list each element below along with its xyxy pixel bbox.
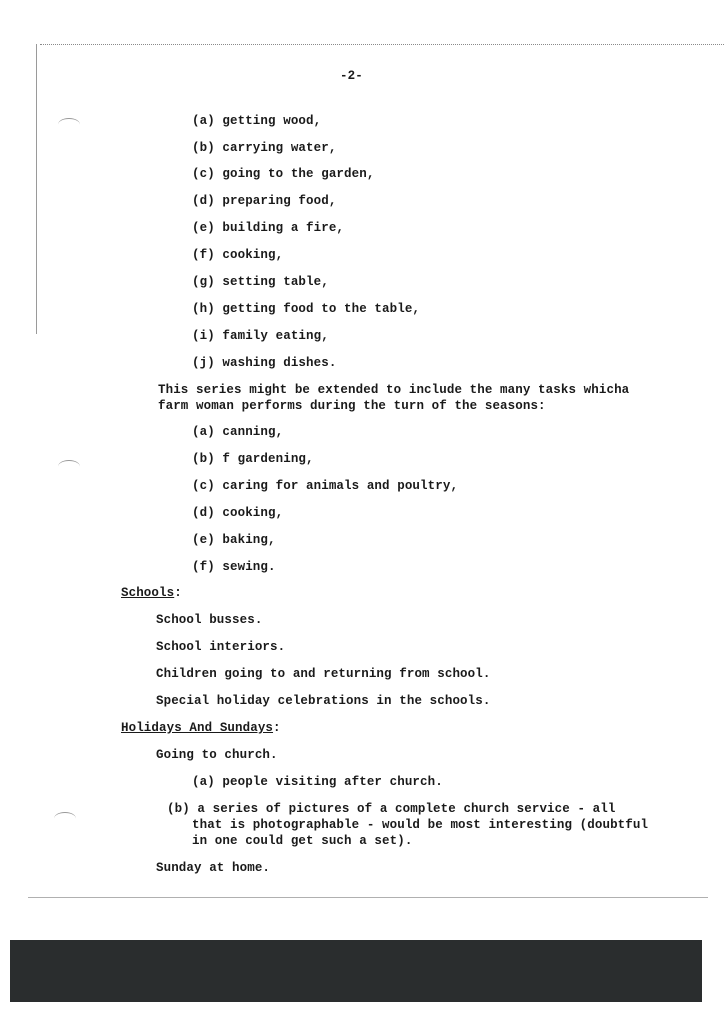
- list-item: (e) building a fire,: [192, 221, 345, 235]
- list-item: (d) cooking,: [192, 506, 284, 520]
- list-item: (d) preparing food,: [192, 194, 337, 208]
- top-edge-line: [40, 44, 724, 45]
- list-item: (c) going to the garden,: [192, 167, 375, 181]
- punch-hole-mark: [58, 118, 80, 131]
- scan-dark-band: [10, 940, 702, 1002]
- list-item: (b) f gardening,: [192, 452, 314, 466]
- paragraph-text: This series might be extended to include the many tasks whicha farm woman performs during the turn of the seasons:: [158, 383, 630, 413]
- list-item: (b) a series of pictures of a complete church service - all that is photographable - would be most interesting (doubtful in one could get such a set).: [167, 802, 649, 848]
- section-heading-holidays: Holidays And Sundays:: [121, 721, 281, 735]
- list-item: (a) getting wood,: [192, 114, 322, 128]
- list-item: (g) setting table,: [192, 275, 329, 289]
- list-item: (b) carrying water,: [192, 141, 337, 155]
- list-item: (i) family eating,: [192, 329, 329, 343]
- list-item: (j) washing dishes.: [192, 356, 337, 370]
- bottom-edge-line: [28, 897, 708, 898]
- list-item: Going to church.: [156, 748, 278, 762]
- list-item: Sunday at home.: [156, 861, 271, 875]
- section-heading-text: Schools: [121, 586, 175, 600]
- list-item: (f) cooking,: [192, 248, 284, 262]
- list-item: Special holiday celebrations in the schools.: [156, 694, 491, 708]
- list-item: (a) canning,: [192, 425, 284, 439]
- list-item: (a) people visiting after church.: [192, 775, 443, 789]
- section-heading-text: Holidays And Sundays: [121, 721, 274, 735]
- list-item: School busses.: [156, 613, 263, 627]
- list-item: (e) baking,: [192, 533, 276, 547]
- page-number: -2-: [340, 69, 363, 83]
- list-item: (f) sewing.: [192, 560, 276, 574]
- left-edge-line: [36, 44, 37, 334]
- list-item: Children going to and returning from school.: [156, 667, 491, 681]
- punch-hole-mark: [58, 460, 80, 473]
- list-item: (c) caring for animals and poultry,: [192, 479, 459, 493]
- section-heading-schools: Schools:: [121, 586, 182, 600]
- punch-hole-mark: [54, 812, 76, 825]
- list-item: (h) getting food to the table,: [192, 302, 421, 316]
- list-item: School interiors.: [156, 640, 286, 654]
